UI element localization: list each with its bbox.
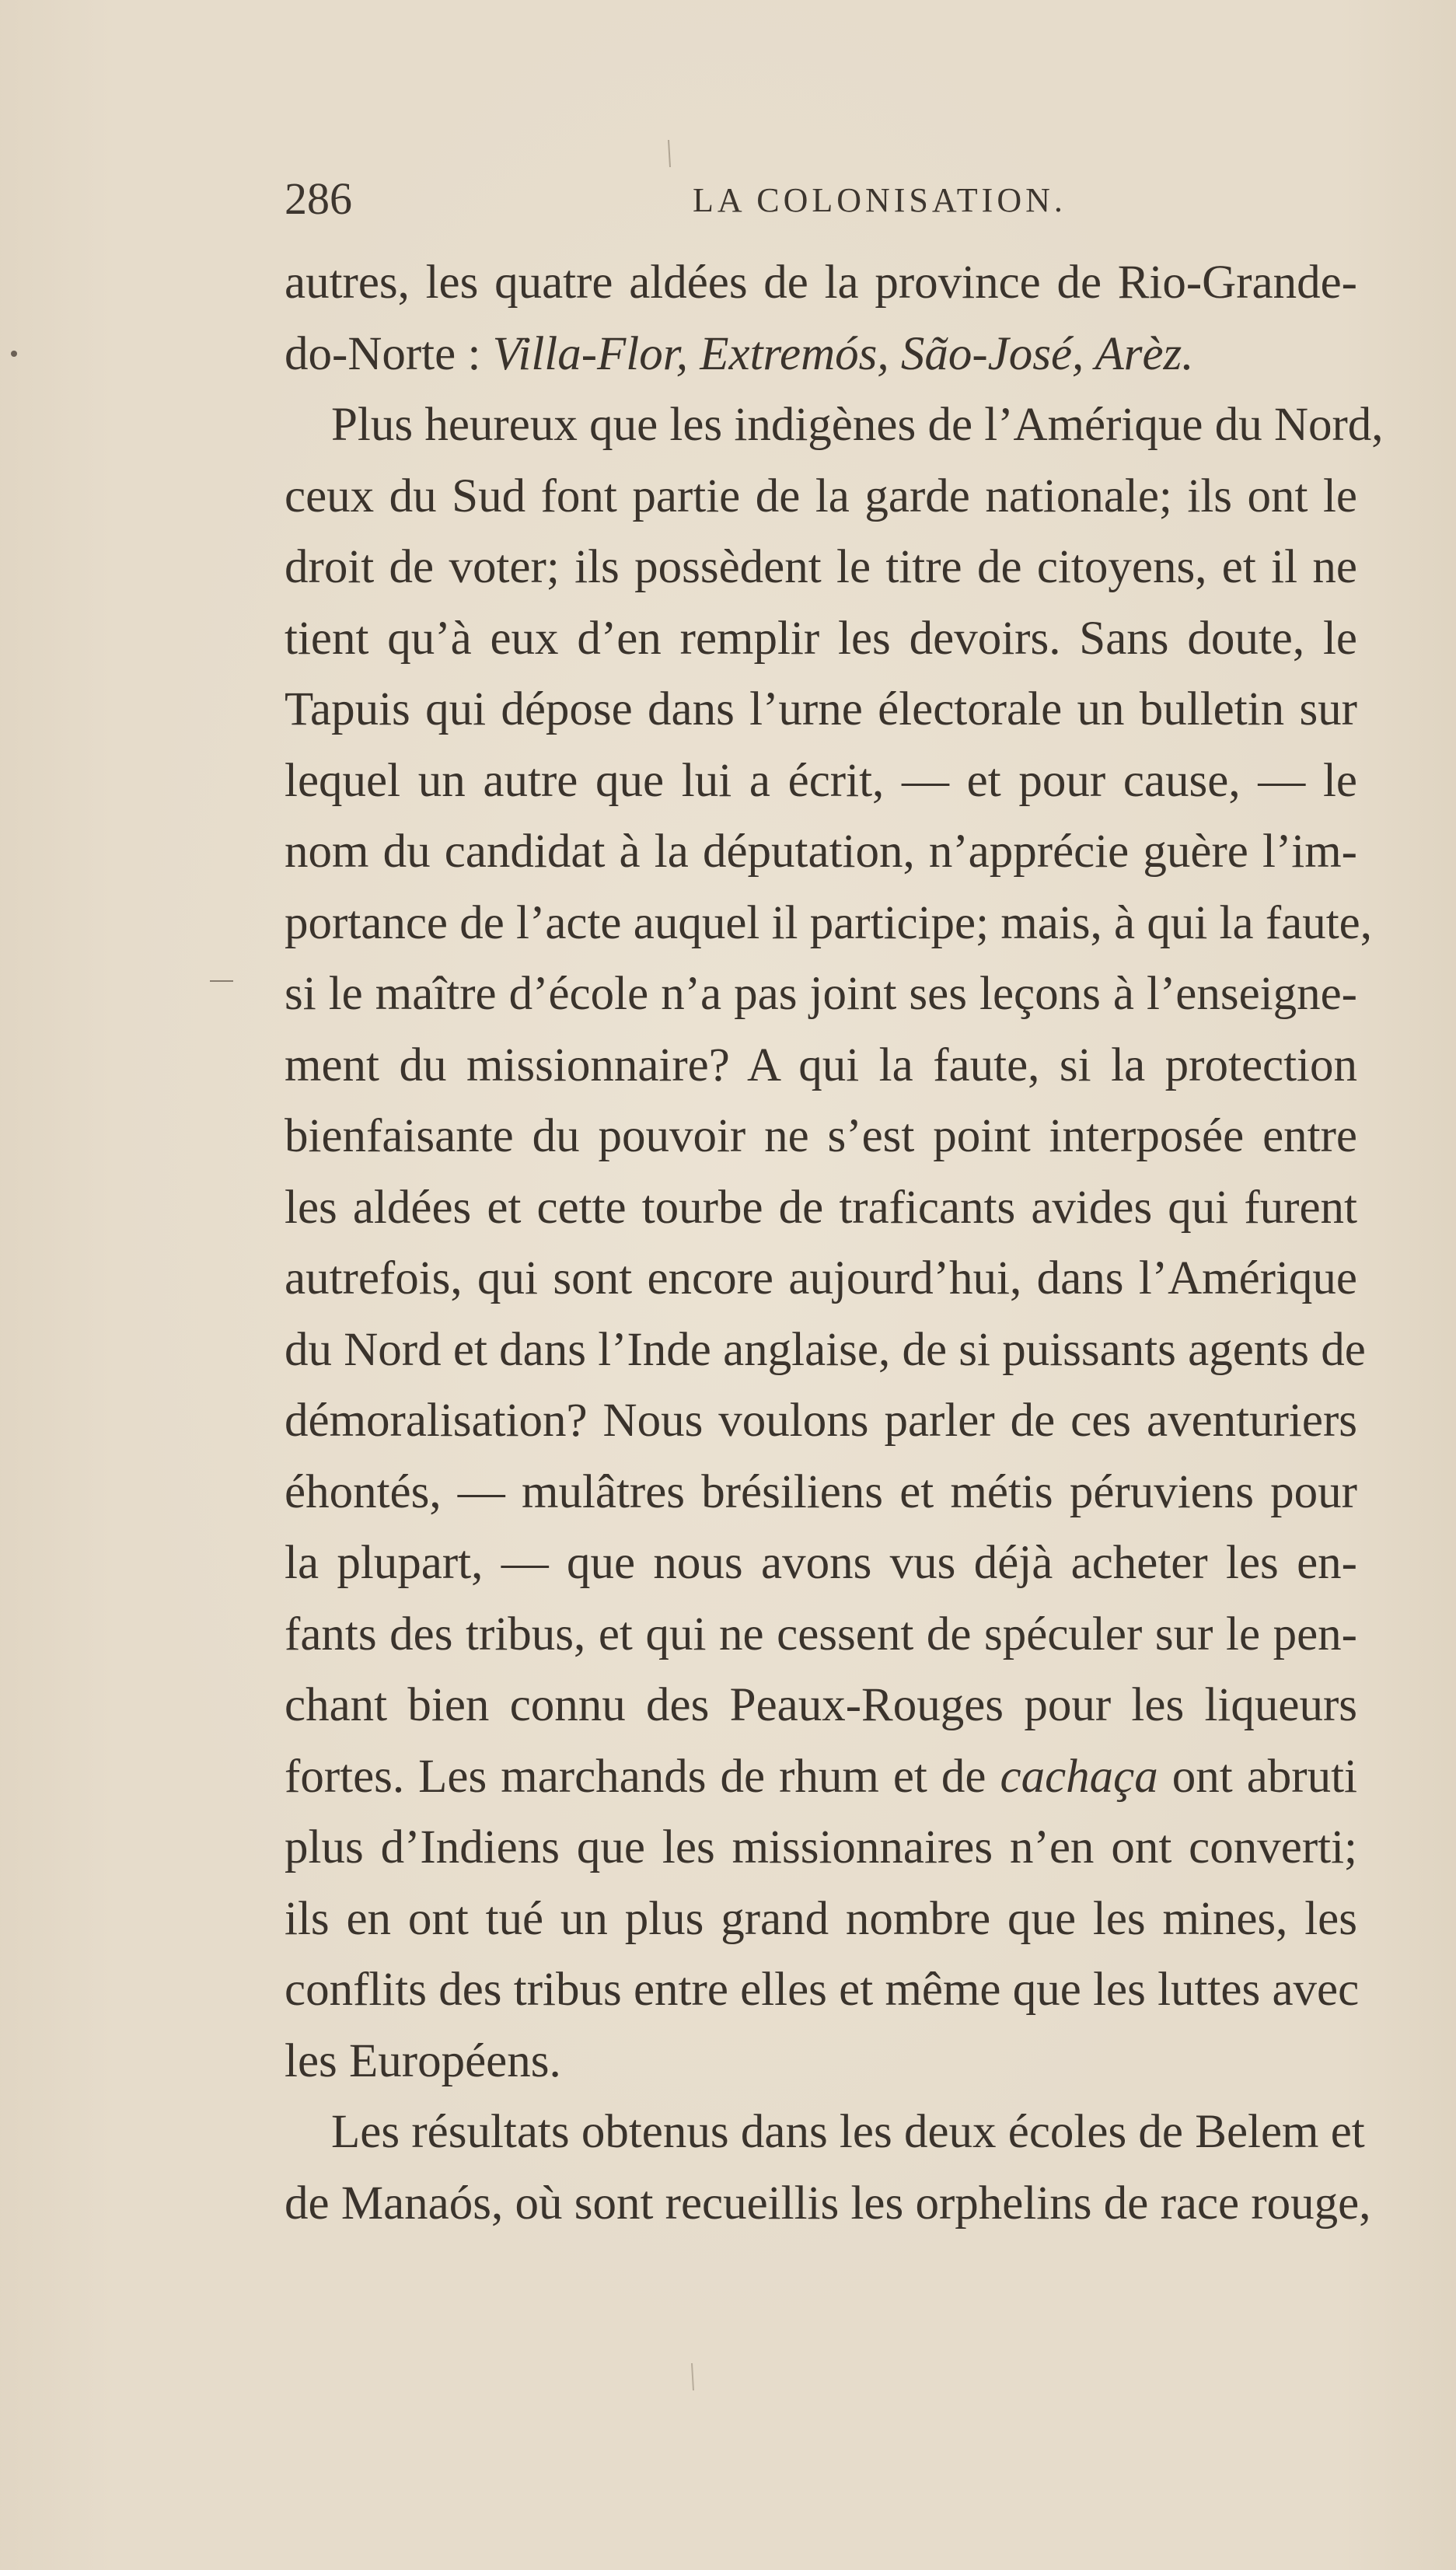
text-line: les aldées et cette tourbe de traficants avides qui furent [285, 1181, 1357, 1234]
page-number: 286 [285, 173, 352, 224]
text-line-start: fortes. Les marchands de rhum et de [285, 1750, 1000, 1803]
text-line: Tapuis qui dépose dans l’urne électorale un bulletin sur [285, 683, 1357, 735]
text-line: fants des tribus, et qui ne cessent de spéculer sur le pen- [285, 1608, 1357, 1660]
text-line: du Nord et dans l’Inde anglaise, de si puissants agents de [285, 1323, 1366, 1376]
paper-mark [669, 140, 670, 167]
text-line: tient qu’à eux d’en remplir les devoirs. Sans doute, le [285, 612, 1357, 665]
text-line-start: do-Norte : [285, 327, 493, 380]
text-line: la plupart, — que nous avons vus déjà acheter les en- [285, 1537, 1357, 1589]
text-line: lequel un autre que lui a écrit, — et pour cause, — le [285, 754, 1357, 807]
text-line: nom du candidat à la députation, n’apprécie guère l’im- [285, 826, 1357, 878]
text-line [285, 1741, 1357, 1813]
text-line: plus d’Indiens que les missionnaires n’en ont converti; [285, 1821, 1357, 1873]
text-line: autres, les quatre aldées de la province de Rio-Grande- [285, 257, 1357, 309]
running-head: LA COLONISATION. [693, 181, 1067, 219]
paragraph-start-line: Plus heureux que les indigènes de l’Amérique du Nord, [331, 399, 1384, 451]
text-line: éhontés, — mulâtres brésiliens et métis péruviens pour [285, 1465, 1357, 1518]
paragraph-end-line: les Européens. [285, 2034, 561, 2087]
body-text [285, 247, 1384, 2239]
text-line-end: ont abruti [1157, 1750, 1358, 1803]
text-line: si le maître d’école n’a pas joint ses leçons à l’enseigne- [285, 968, 1357, 1020]
text-line [285, 319, 1357, 390]
page-header [285, 173, 1357, 235]
text-line: ceux du Sud font partie de la garde nationale; ils ont le [285, 470, 1357, 522]
text-line: démoralisation? Nous voulons parler de ces aventuriers [285, 1395, 1357, 1447]
paragraph-start-line: Les résultats obtenus dans les deux écoles de Belem et [331, 2106, 1365, 2158]
paper-speck [11, 351, 17, 357]
text-line: droit de voter; ils possèdent le titre de citoyens, et il ne [285, 541, 1357, 593]
text-line: chant bien connu des Peaux-Rouges pour les liqueurs [285, 1679, 1357, 1731]
text-line: autrefois, qui sont encore aujourd’hui, dans l’Amérique [285, 1252, 1357, 1304]
italic-word: cachaça [1000, 1750, 1158, 1803]
text-line: de Manaós, où sont recueillis les orphelins de race rouge, [285, 2177, 1371, 2230]
text-line: bienfaisante du pouvoir ne s’est point interposée entre [285, 1110, 1357, 1162]
text-line: portance de l’acte auquel il participe; mais, à qui la faute, [285, 896, 1372, 949]
paper-mark [692, 2363, 693, 2390]
text-line: ils en ont tué un plus grand nombre que les mines, les [285, 1892, 1357, 1945]
text-line: ment du missionnaire? A qui la faute, si la protection [285, 1039, 1357, 1091]
italic-place-names: Villa-Flor, Extremós, São-José, Arèz. [492, 327, 1194, 380]
text-line: conflits des tribus entre elles et même que les luttes avec [285, 1964, 1360, 2016]
